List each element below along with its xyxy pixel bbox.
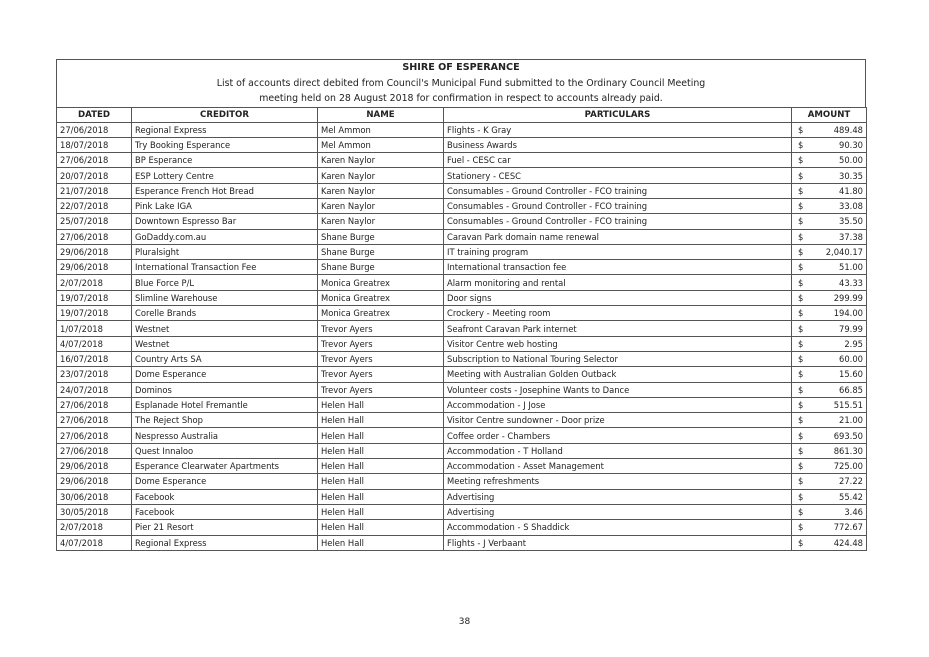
cell-creditor: Quest Innaloo [132, 443, 318, 458]
cell-particulars: Alarm monitoring and rental [444, 275, 792, 290]
currency-symbol: $ [798, 155, 804, 166]
col-header-dated: DATED [57, 107, 132, 122]
amount-value: 299.99 [833, 292, 863, 303]
table-row [57, 474, 867, 489]
amount-value: 33.08 [839, 201, 863, 212]
cell-creditor: Esperance French Hot Bread [132, 183, 318, 198]
currency-symbol: $ [798, 507, 804, 518]
currency-symbol: $ [798, 231, 804, 242]
accounts-table [56, 107, 867, 551]
amount-value: 725.00 [833, 461, 863, 472]
cell-date: 19/07/2018 [57, 306, 132, 321]
cell-amount [792, 474, 867, 489]
cell-amount [792, 489, 867, 504]
report-subtitle-line-1: List of accounts direct debited from Council's Municipal Fund submitted to the Ordinary Council Meeting [216, 77, 706, 89]
cell-amount [792, 397, 867, 412]
cell-particulars: Seafront Caravan Park internet [444, 321, 792, 336]
cell-date: 2/07/2018 [57, 520, 132, 535]
cell-name: Shane Burge [318, 244, 444, 259]
currency-symbol: $ [798, 185, 804, 196]
cell-date: 29/06/2018 [57, 459, 132, 474]
table-row [57, 321, 867, 336]
cell-name: Helen Hall [318, 397, 444, 412]
cell-particulars: Business Awards [444, 137, 792, 152]
cell-name: Shane Burge [318, 260, 444, 275]
currency-symbol: $ [798, 124, 804, 135]
cell-date: 27/06/2018 [57, 443, 132, 458]
cell-name: Helen Hall [318, 413, 444, 428]
amount-value: 51.00 [839, 262, 863, 273]
report-header [56, 59, 866, 107]
cell-particulars: Meeting with Australian Golden Outback [444, 367, 792, 382]
cell-creditor: Esplanade Hotel Fremantle [132, 397, 318, 412]
table-row [57, 535, 867, 550]
cell-creditor: Blue Force P/L [132, 275, 318, 290]
cell-name: Shane Burge [318, 229, 444, 244]
amount-value: 35.50 [839, 216, 863, 227]
cell-date: 27/06/2018 [57, 428, 132, 443]
currency-symbol: $ [798, 262, 804, 273]
table-row [57, 168, 867, 183]
table-row [57, 260, 867, 275]
cell-amount [792, 321, 867, 336]
amount-value: 772.67 [833, 522, 863, 533]
cell-date: 27/06/2018 [57, 229, 132, 244]
table-row [57, 244, 867, 259]
amount-value: 3.46 [844, 507, 863, 518]
amount-value: 60.00 [839, 354, 863, 365]
cell-name: Helen Hall [318, 520, 444, 535]
cell-name: Karen Naylor [318, 198, 444, 213]
accounts-report [56, 59, 866, 551]
cell-particulars: Advertising [444, 489, 792, 504]
cell-amount [792, 520, 867, 535]
table-row [57, 428, 867, 443]
cell-creditor: Slimline Warehouse [132, 290, 318, 305]
table-row [57, 443, 867, 458]
cell-amount [792, 137, 867, 152]
currency-symbol: $ [798, 292, 804, 303]
amount-value: 66.85 [839, 384, 863, 395]
amount-value: 489.48 [833, 124, 863, 135]
col-header-name: NAME [318, 107, 444, 122]
cell-date: 24/07/2018 [57, 382, 132, 397]
table-row [57, 489, 867, 504]
cell-date: 27/06/2018 [57, 153, 132, 168]
cell-creditor: Regional Express [132, 535, 318, 550]
cell-creditor: The Reject Shop [132, 413, 318, 428]
cell-amount [792, 459, 867, 474]
table-row [57, 214, 867, 229]
cell-creditor: Esperance Clearwater Apartments [132, 459, 318, 474]
cell-particulars: Volunteer costs - Josephine Wants to Dance [444, 382, 792, 397]
currency-symbol: $ [798, 139, 804, 150]
cell-particulars: Visitor Centre sundowner - Door prize [444, 413, 792, 428]
cell-date: 30/06/2018 [57, 489, 132, 504]
amount-value: 15.60 [839, 369, 863, 380]
cell-particulars: Consumables - Ground Controller - FCO training [444, 183, 792, 198]
cell-name: Karen Naylor [318, 168, 444, 183]
currency-symbol: $ [798, 461, 804, 472]
currency-symbol: $ [798, 430, 804, 441]
currency-symbol: $ [798, 399, 804, 410]
table-row [57, 122, 867, 137]
cell-date: 22/07/2018 [57, 198, 132, 213]
cell-amount [792, 351, 867, 366]
cell-name: Karen Naylor [318, 153, 444, 168]
cell-particulars: Visitor Centre web hosting [444, 336, 792, 351]
cell-name: Helen Hall [318, 474, 444, 489]
cell-amount [792, 443, 867, 458]
cell-particulars: Consumables - Ground Controller - FCO training [444, 198, 792, 213]
cell-particulars: Coffee order - Chambers [444, 428, 792, 443]
cell-particulars: Flights - K Gray [444, 122, 792, 137]
table-row [57, 336, 867, 351]
cell-amount [792, 244, 867, 259]
report-title: SHIRE OF ESPERANCE [402, 62, 520, 73]
cell-amount [792, 290, 867, 305]
cell-amount [792, 367, 867, 382]
cell-particulars: Stationery - CESC [444, 168, 792, 183]
col-header-amount: AMOUNT [792, 107, 867, 122]
cell-name: Helen Hall [318, 535, 444, 550]
cell-name: Monica Greatrex [318, 290, 444, 305]
table-row [57, 520, 867, 535]
table-row [57, 351, 867, 366]
cell-creditor: GoDaddy.com.au [132, 229, 318, 244]
cell-date: 27/06/2018 [57, 122, 132, 137]
currency-symbol: $ [798, 491, 804, 502]
table-row [57, 397, 867, 412]
cell-name: Monica Greatrex [318, 275, 444, 290]
amount-value: 27.22 [839, 476, 863, 487]
cell-date: 1/07/2018 [57, 321, 132, 336]
cell-creditor: Regional Express [132, 122, 318, 137]
amount-value: 424.48 [833, 537, 863, 548]
cell-creditor: Downtown Espresso Bar [132, 214, 318, 229]
cell-amount [792, 122, 867, 137]
cell-particulars: Accommodation - S Shaddick [444, 520, 792, 535]
table-row [57, 183, 867, 198]
table-row [57, 367, 867, 382]
cell-creditor: Country Arts SA [132, 351, 318, 366]
amount-value: 50.00 [839, 155, 863, 166]
cell-particulars: Flights - J Verbaant [444, 535, 792, 550]
col-header-creditor: CREDITOR [132, 107, 318, 122]
cell-name: Karen Naylor [318, 214, 444, 229]
report-subtitle-line-2: meeting held on 28 August 2018 for confirmation in respect to accounts already paid. [259, 93, 663, 104]
currency-symbol: $ [798, 170, 804, 181]
currency-symbol: $ [798, 247, 804, 258]
cell-particulars: IT training program [444, 244, 792, 259]
cell-creditor: ESP Lottery Centre [132, 168, 318, 183]
cell-creditor: Westnet [132, 321, 318, 336]
cell-particulars: Advertising [444, 504, 792, 519]
cell-creditor: Dome Esperance [132, 367, 318, 382]
cell-name: Helen Hall [318, 443, 444, 458]
table-row [57, 153, 867, 168]
cell-particulars: Accommodation - Asset Management [444, 459, 792, 474]
cell-amount [792, 504, 867, 519]
amount-value: 37.38 [839, 231, 863, 242]
table-body [57, 122, 867, 550]
amount-value: 41.80 [839, 185, 863, 196]
cell-amount [792, 413, 867, 428]
cell-creditor: Corelle Brands [132, 306, 318, 321]
cell-name: Mel Ammon [318, 137, 444, 152]
cell-date: 29/06/2018 [57, 260, 132, 275]
cell-particulars: International transaction fee [444, 260, 792, 275]
cell-name: Mel Ammon [318, 122, 444, 137]
cell-name: Trevor Ayers [318, 367, 444, 382]
currency-symbol: $ [798, 445, 804, 456]
table-row [57, 306, 867, 321]
cell-creditor: International Transaction Fee [132, 260, 318, 275]
currency-symbol: $ [798, 201, 804, 212]
cell-particulars: Subscription to National Touring Selector [444, 351, 792, 366]
currency-symbol: $ [798, 338, 804, 349]
cell-name: Helen Hall [318, 459, 444, 474]
cell-creditor: Facebook [132, 504, 318, 519]
currency-symbol: $ [798, 216, 804, 227]
table-row [57, 413, 867, 428]
amount-value: 515.51 [833, 399, 863, 410]
cell-date: 2/07/2018 [57, 275, 132, 290]
currency-symbol: $ [798, 369, 804, 380]
cell-date: 27/06/2018 [57, 397, 132, 412]
currency-symbol: $ [798, 415, 804, 426]
currency-symbol: $ [798, 537, 804, 548]
cell-date: 4/07/2018 [57, 535, 132, 550]
currency-symbol: $ [798, 522, 804, 533]
cell-amount [792, 306, 867, 321]
cell-name: Monica Greatrex [318, 306, 444, 321]
cell-creditor: Try Booking Esperance [132, 137, 318, 152]
cell-name: Trevor Ayers [318, 321, 444, 336]
amount-value: 21.00 [839, 415, 863, 426]
cell-amount [792, 382, 867, 397]
cell-date: 21/07/2018 [57, 183, 132, 198]
amount-value: 2,040.17 [825, 247, 863, 258]
cell-creditor: Facebook [132, 489, 318, 504]
cell-amount [792, 535, 867, 550]
cell-creditor: Pluralsight [132, 244, 318, 259]
cell-creditor: Dominos [132, 382, 318, 397]
cell-creditor: Nespresso Australia [132, 428, 318, 443]
cell-particulars: Door signs [444, 290, 792, 305]
table-row [57, 137, 867, 152]
cell-particulars: Caravan Park domain name renewal [444, 229, 792, 244]
cell-particulars: Accommodation - J Jose [444, 397, 792, 412]
cell-particulars: Fuel - CESC car [444, 153, 792, 168]
cell-date: 16/07/2018 [57, 351, 132, 366]
table-row [57, 275, 867, 290]
table-row [57, 459, 867, 474]
cell-amount [792, 260, 867, 275]
currency-symbol: $ [798, 476, 804, 487]
cell-amount [792, 214, 867, 229]
cell-name: Trevor Ayers [318, 336, 444, 351]
cell-particulars: Accommodation - T Holland [444, 443, 792, 458]
amount-value: 55.42 [839, 491, 863, 502]
cell-date: 27/06/2018 [57, 413, 132, 428]
amount-value: 43.33 [839, 277, 863, 288]
cell-particulars: Consumables - Ground Controller - FCO training [444, 214, 792, 229]
amount-value: 2.95 [844, 338, 863, 349]
cell-creditor: Westnet [132, 336, 318, 351]
cell-amount [792, 168, 867, 183]
table-row [57, 504, 867, 519]
cell-date: 18/07/2018 [57, 137, 132, 152]
cell-date: 25/07/2018 [57, 214, 132, 229]
currency-symbol: $ [798, 277, 804, 288]
table-row [57, 290, 867, 305]
amount-value: 693.50 [833, 430, 863, 441]
cell-name: Helen Hall [318, 428, 444, 443]
cell-creditor: Pink Lake IGA [132, 198, 318, 213]
table-row [57, 229, 867, 244]
page-number: 38 [458, 617, 471, 627]
col-header-particulars: PARTICULARS [444, 107, 792, 122]
cell-name: Helen Hall [318, 504, 444, 519]
cell-amount [792, 428, 867, 443]
amount-value: 194.00 [833, 308, 863, 319]
currency-symbol: $ [798, 308, 804, 319]
cell-amount [792, 336, 867, 351]
cell-date: 20/07/2018 [57, 168, 132, 183]
amount-value: 79.99 [839, 323, 863, 334]
amount-value: 90.30 [839, 139, 863, 150]
currency-symbol: $ [798, 354, 804, 365]
table-header-row [57, 107, 867, 122]
cell-name: Trevor Ayers [318, 382, 444, 397]
cell-date: 30/05/2018 [57, 504, 132, 519]
cell-creditor: BP Esperance [132, 153, 318, 168]
cell-name: Helen Hall [318, 489, 444, 504]
cell-amount [792, 229, 867, 244]
cell-date: 29/06/2018 [57, 474, 132, 489]
cell-amount [792, 275, 867, 290]
cell-particulars: Crockery - Meeting room [444, 306, 792, 321]
cell-creditor: Dome Esperance [132, 474, 318, 489]
cell-date: 4/07/2018 [57, 336, 132, 351]
amount-value: 861.30 [833, 445, 863, 456]
cell-amount [792, 183, 867, 198]
cell-name: Trevor Ayers [318, 351, 444, 366]
cell-date: 19/07/2018 [57, 290, 132, 305]
cell-date: 29/06/2018 [57, 244, 132, 259]
cell-particulars: Meeting refreshments [444, 474, 792, 489]
cell-name: Karen Naylor [318, 183, 444, 198]
amount-value: 30.35 [839, 170, 863, 181]
cell-amount [792, 198, 867, 213]
cell-creditor: Pier 21 Resort [132, 520, 318, 535]
currency-symbol: $ [798, 384, 804, 395]
table-row [57, 382, 867, 397]
cell-date: 23/07/2018 [57, 367, 132, 382]
currency-symbol: $ [798, 323, 804, 334]
cell-amount [792, 153, 867, 168]
table-row [57, 198, 867, 213]
